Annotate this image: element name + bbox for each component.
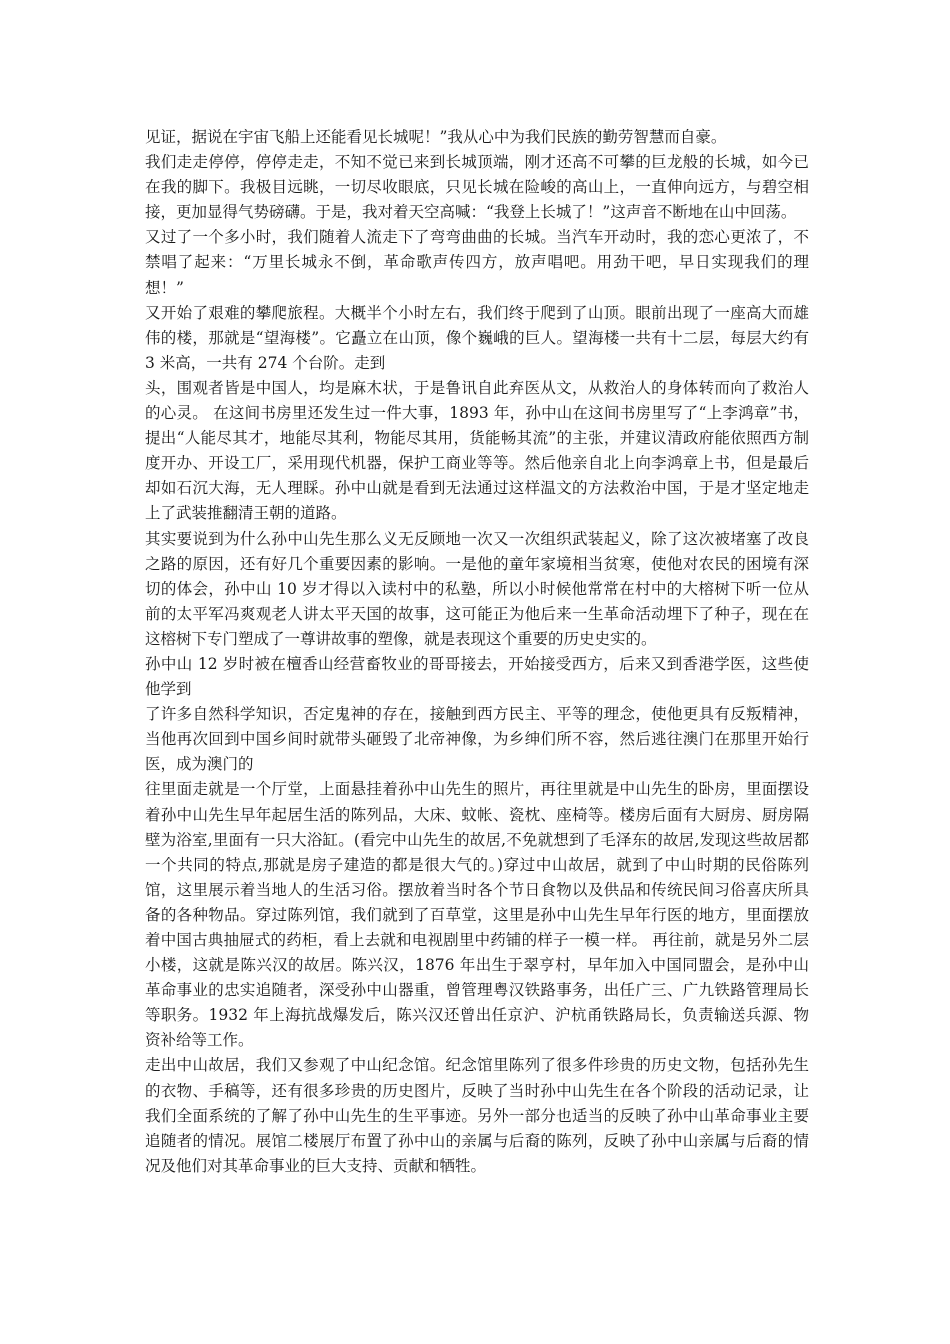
paragraph-6: 其实要说到为什么孙中山先生那么义无反顾地一次又一次组织武装起义，除了这次被堵塞了改良之路的原因，还有好几个重要因素的影响。一是他的童年家境相当贫寒，使他对农民的困境有深切的体会，孙中山 10 岁才得以入读村中的私塾，所以小时候他常常在村中的大榕树下听一位从前的太平军冯爽观老人讲太平天国的故事，这可能正为他后来一生革命活动埋下了种子，现在在这榕树下专门塑成了一尊讲故事的塑像，就是表现这个重要的历史史实的。 — [145, 529, 809, 648]
paragraph-4: 又开始了艰难的攀爬旅程。大概半个小时左右，我们终于爬到了山顶。眼前出现了一座高大而雄伟的楼，那就是“望海楼”。它矗立在山顶，像个巍峨的巨人。望海楼一共有十二层，每层大约有 3 米高，一共有 274 个台阶。走到 — [145, 303, 809, 372]
paragraph-8: 了许多自然科学知识，否定鬼神的存在，接触到西方民主、平等的理念，使他更具有反叛精神，当他再次回到中国乡间时就带头砸毁了北帝神像，为乡绅们所不容，然后逃往澳门在那里开始行医，成为澳门的 — [145, 705, 809, 774]
paragraph-3: 又过了一个多小时，我们随着人流走下了弯弯曲曲的长城。当汽车开动时，我的恋心更浓了，不禁唱了起来：“万里长城永不倒，革命歌声传四方，放声唱吧。用劲干吧，早日实现我们的理想！” — [145, 228, 809, 297]
paragraph-2: 我们走走停停，停停走走，不知不觉已来到长城顶端，刚才还高不可攀的巨龙般的长城，如今已在我的脚下。我极目远眺，一切尽收眼底，只见长城在险峻的高山上，一直伸向远方，与碧空相接，更加显得气势磅礴。于是，我对着天空高喊：“我登上长城了！”这声音不断地在山中回荡。 — [145, 153, 809, 222]
paragraph-5: 头，围观者皆是中国人，均是麻木状，于是鲁讯自此弃医从文，从救治人的身体转而向了救治人的心灵。 在这间书房里还发生过一件大事，1893 年，孙中山在这间书房里写了“上李鸿章”书，提出“人能尽其才，地能尽其利，物能尽其用，货能畅其流”的主张，并建议清政府能依照西方制度开办、开设工厂，采用现代机器，保护工商业等等。然后他亲自北上向李鸿章上书，但是最后却如石沉大海，无人理睬。孙中山就是看到无法通过这样温文的方法救治中国，于是才坚定地走上了武装推翻清王朝的道路。 — [145, 378, 809, 523]
paragraph-7: 孙中山 12 岁时被在檀香山经营畜牧业的哥哥接去，开始接受西方，后来又到香港学医，这些使他学到 — [145, 654, 809, 699]
paragraph-9: 往里面走就是一个厅堂，上面悬挂着孙中山先生的照片，再往里就是中山先生的卧房，里面摆设着孙中山先生早年起居生活的陈列品，大床、蚊帐、瓷枕、座椅等。楼房后面有大厨房、厨房隔壁为浴室,里面有一只大浴缸。(看完中山先生的故居,不免就想到了毛泽东的故居,发现这些故居都一个共同的特点,那就是房子建造的都是很大气的。)穿过中山故居，就到了中山时期的民俗陈列馆，这里展示着当地人的生活习俗。摆放着当时各个节日食物以及供品和传统民间习俗喜庆所具备的各种物品。穿过陈列馆，我们就到了百草堂，这里是孙中山先生早年行医的地方，里面摆放着中国古典抽屉式的药柜，看上去就和电视剧里中药铺的样子一模一样。 再往前，就是另外二层小楼，这就是陈兴汉的故居。陈兴汉，1876 年出生于翠亨村，早年加入中国同盟会，是孙中山革命事业的忠实追随者，深受孙中山器重，曾管理粤汉铁路事务，出任广三、广九铁路管理局长等职务。1932 年上海抗战爆发后，陈兴汉还曾出任京沪、沪杭甬铁路局长，负责输送兵源、物资补给等工作。 — [145, 780, 809, 1050]
document-page — [145, 125, 809, 1179]
paragraph-1: 见证，据说在宇宙飞船上还能看见长城呢！”我从心中为我们民族的勤劳智慧而自豪。 — [145, 128, 727, 146]
paragraph-10: 走出中山故居，我们又参观了中山纪念馆。纪念馆里陈列了很多件珍贵的历史文物，包括孙先生的衣物、手稿等，还有很多珍贵的历史图片，反映了当时孙中山先生在各个阶段的活动记录，让我们全面系统的了解了孙中山先生的生平事迹。另外一部分也适当的反映了孙中山革命事业主要追随者的情况。展馆二楼展厅布置了孙中山的亲属与后裔的陈列，反映了孙中山亲属与后裔的情况及他们对其革命事业的巨大支持、贡献和牺牲。 — [145, 1056, 809, 1175]
